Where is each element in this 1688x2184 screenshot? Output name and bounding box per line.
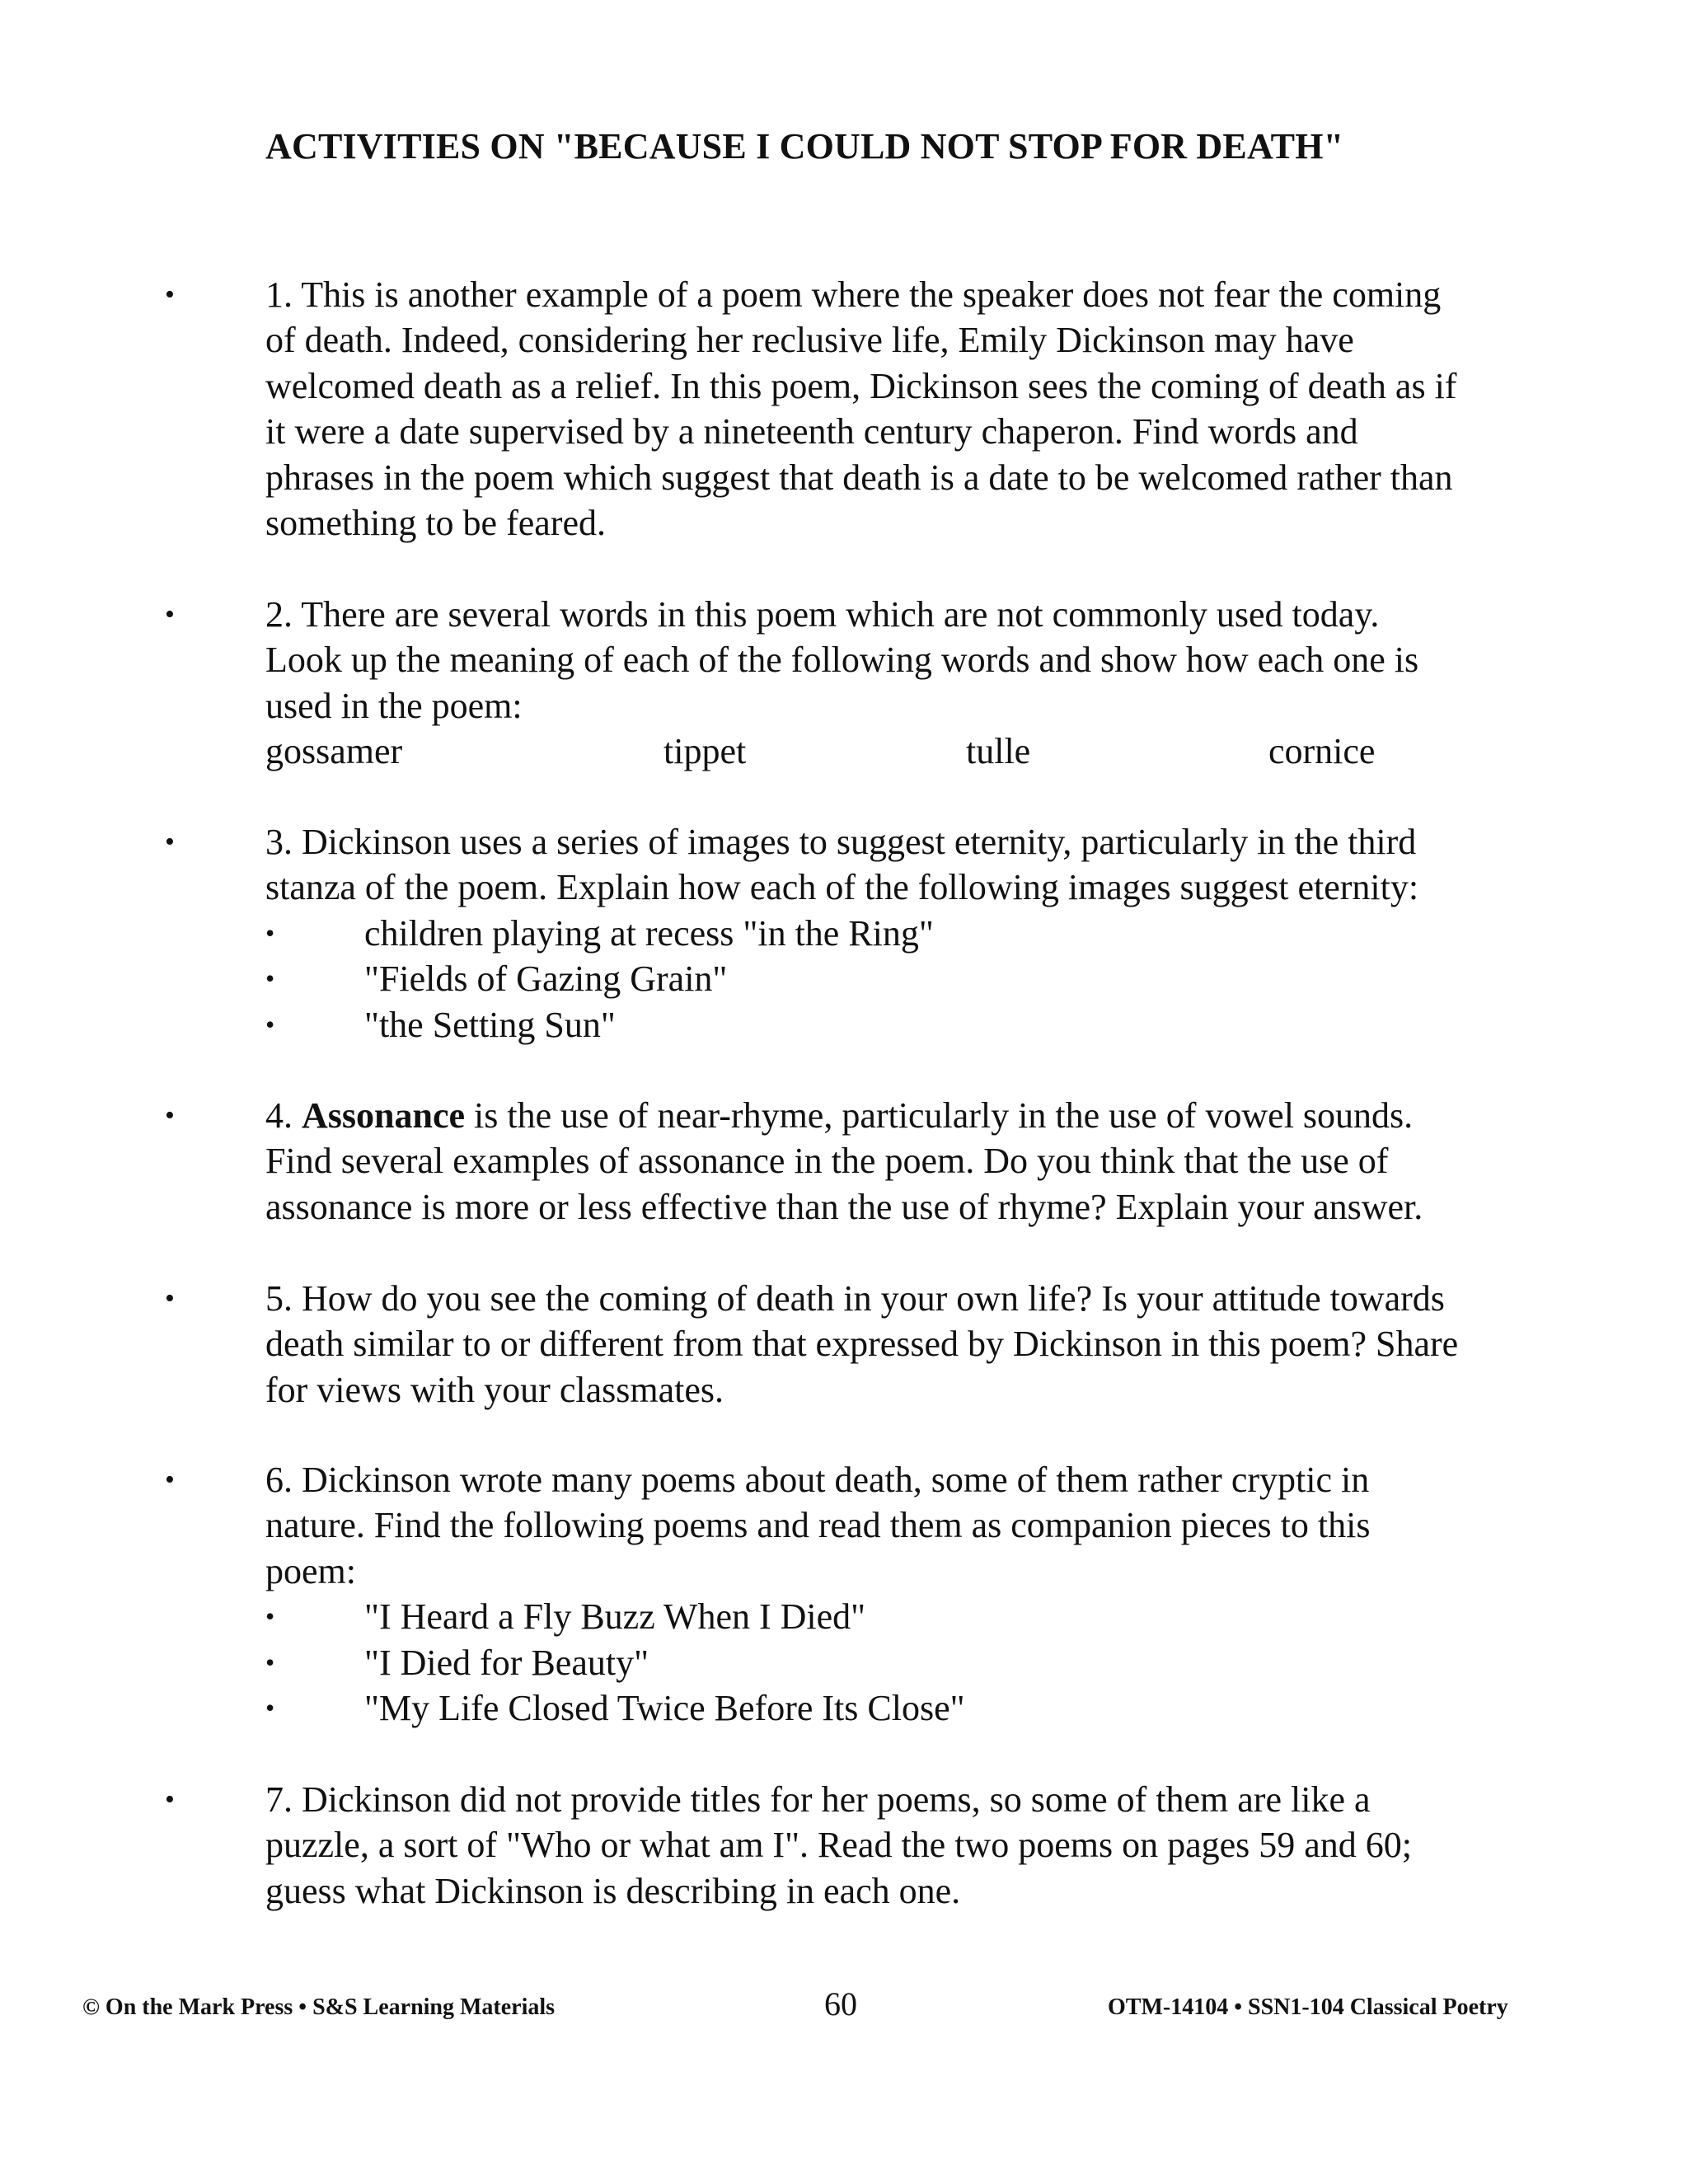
- bullet: •: [165, 827, 175, 857]
- bullet: •: [165, 1283, 175, 1314]
- sub-list-item: • "I Died for Beauty": [265, 1640, 1568, 1685]
- sub-bullet: •: [265, 917, 275, 948]
- bullet: •: [165, 599, 175, 630]
- sub-list-item: • children playing at recess "in the Ring": [265, 911, 1568, 956]
- item-line: stanza of the poem. Explain how each of the following images suggest eternity:: [265, 867, 1419, 908]
- item-line: death similar to or different from that expressed by Dickinson in this poem? Share: [265, 1324, 1459, 1365]
- page-title: ACTIVITIES ON "BECAUSE I COULD NOT STOP FOR DEATH": [265, 126, 1344, 166]
- bullet: •: [165, 1784, 175, 1815]
- item-line: 2. There are several words in this poem which are not commonly used today.: [265, 594, 1380, 635]
- item-line: used in the poem:: [265, 685, 523, 726]
- item-line: 7. Dickinson did not provide titles for her poems, so some of them are like a: [265, 1779, 1371, 1820]
- item-line: puzzle, a sort of "Who or what am I". Read the two poems on pages 59 and 60;: [265, 1825, 1413, 1866]
- vocab-word: gossamer: [265, 731, 403, 772]
- sub-bullet: •: [265, 963, 275, 994]
- item-line: 1. This is another example of a poem where the speaker does not fear the coming: [265, 274, 1442, 315]
- item-line: poem:: [265, 1550, 356, 1591]
- sub-list-item: • "Fields of Gazing Grain": [265, 956, 1568, 1001]
- item-line: welcomed death as a relief. In this poem, Dickinson sees the coming of death as if: [265, 365, 1457, 406]
- item-line: 6. Dickinson wrote many poems about death, some of them rather cryptic in: [265, 1460, 1370, 1500]
- sub-bullet: •: [265, 1647, 275, 1677]
- bullet: •: [165, 1100, 175, 1131]
- item-line: nature. Find the following poems and read them as companion pieces to this: [265, 1505, 1371, 1546]
- item-line: 4. Assonance is the use of near-rhyme, particularly in the use of vowel sounds.: [265, 1095, 1414, 1136]
- term-assonance: Assonance: [302, 1095, 466, 1136]
- item-line: Find several examples of assonance in the poem. Do you think that the use of: [265, 1141, 1389, 1182]
- sub-bullet: •: [265, 1009, 275, 1039]
- sub-bullet: •: [265, 1693, 275, 1723]
- item-line: 3. Dickinson uses a series of images to suggest eternity, particularly in the third: [265, 822, 1417, 862]
- vocab-word: tippet: [663, 731, 747, 772]
- item-line: assonance is more or less effective than the use of rhyme? Explain your answer.: [265, 1186, 1423, 1227]
- sub-list-item: • "I Heard a Fly Buzz When I Died": [265, 1594, 1568, 1639]
- item-line: it were a date supervised by a nineteenth century chaperon. Find words and: [265, 411, 1358, 452]
- vocab-word: tulle: [966, 731, 1031, 772]
- item-line: phrases in the poem which suggest that death is a date to be welcomed rather than: [265, 457, 1453, 498]
- item-line: for views with your classmates.: [265, 1369, 724, 1410]
- bullet: •: [165, 1465, 175, 1495]
- vocabulary-words: [265, 729, 1568, 774]
- item-line: Look up the meaning of each of the following words and show how each one is: [265, 640, 1419, 681]
- item-line: guess what Dickinson is describing in each one.: [265, 1870, 961, 1911]
- item-line: something to be feared.: [265, 503, 606, 544]
- item-line: 5. How do you see the coming of death in your own life? Is your attitude towards: [265, 1278, 1445, 1319]
- item-line: of death. Indeed, considering her reclusive life, Emily Dickinson may have: [265, 320, 1354, 361]
- sub-list-item: • "the Setting Sun": [265, 1002, 1568, 1047]
- sub-list-item: • "My Life Closed Twice Before Its Close": [265, 1685, 1568, 1731]
- vocab-word: cornice: [1268, 731, 1376, 772]
- footer-publisher: © On the Mark Press • S&S Learning Materials: [82, 1994, 556, 2020]
- footer-product-code: OTM-14104 • SSN1-104 Classical Poetry: [1108, 1994, 1508, 2020]
- sub-bullet: •: [265, 1601, 275, 1632]
- page-number: 60: [824, 1985, 857, 2022]
- bullet: •: [165, 279, 175, 310]
